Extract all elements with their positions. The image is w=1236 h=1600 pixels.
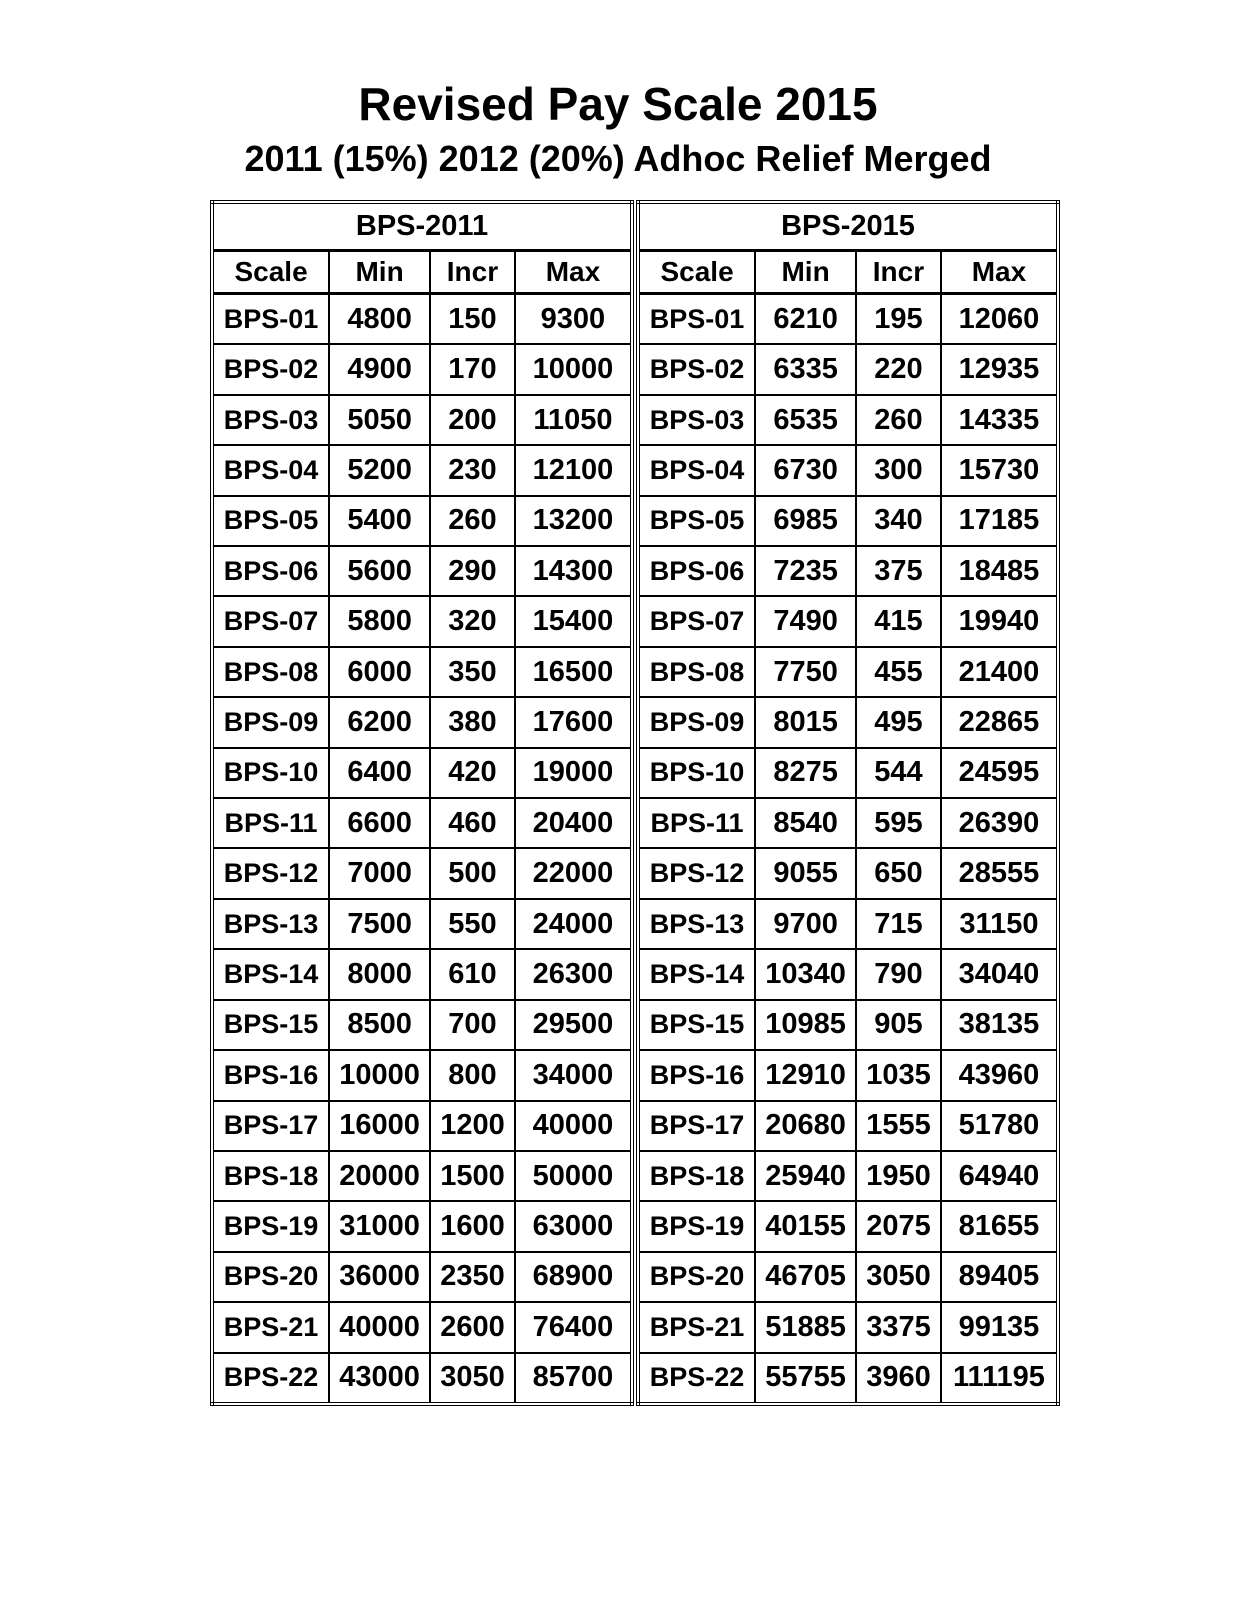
min-cell: 31000 [329,1201,430,1251]
table-row [212,496,632,546]
min-cell: 9055 [755,848,856,898]
max-cell: 26390 [941,798,1058,848]
incr-cell: 3375 [856,1302,941,1352]
max-cell: 10000 [515,344,632,394]
max-cell: 11050 [515,395,632,445]
scale-cell: BPS-07 [638,596,755,646]
min-cell: 6000 [329,647,430,697]
min-cell: 10985 [755,1000,856,1050]
min-cell: 10000 [329,1050,430,1100]
max-cell: 19940 [941,596,1058,646]
scale-cell: BPS-08 [212,647,329,697]
incr-cell: 380 [430,697,515,747]
table-row [638,1151,1058,1201]
scale-cell: BPS-02 [638,344,755,394]
table-row [638,1101,1058,1151]
min-cell: 25940 [755,1151,856,1201]
incr-cell: 3960 [856,1353,941,1404]
scale-cell: BPS-21 [638,1302,755,1352]
min-cell: 6985 [755,496,856,546]
min-cell: 12910 [755,1050,856,1100]
incr-cell: 715 [856,899,941,949]
min-cell: 9700 [755,899,856,949]
scale-cell: BPS-04 [638,445,755,495]
table-row [212,697,632,747]
max-cell: 14335 [941,395,1058,445]
incr-cell: 200 [430,395,515,445]
scale-cell: BPS-22 [638,1353,755,1404]
max-cell: 64940 [941,1151,1058,1201]
incr-cell: 610 [430,949,515,999]
scale-cell: BPS-13 [638,899,755,949]
table-row [212,647,632,697]
scale-cell: BPS-14 [212,949,329,999]
max-cell: 16500 [515,647,632,697]
max-cell: 28555 [941,848,1058,898]
max-cell: 76400 [515,1302,632,1352]
table-row [212,294,632,345]
incr-cell: 1950 [856,1151,941,1201]
table-row [212,546,632,596]
incr-cell: 2075 [856,1201,941,1251]
incr-cell: 375 [856,546,941,596]
max-cell: 68900 [515,1252,632,1302]
min-cell: 8275 [755,748,856,798]
max-cell: 26300 [515,949,632,999]
incr-cell: 260 [430,496,515,546]
max-cell: 63000 [515,1201,632,1251]
bps-2011-table [210,200,634,1406]
max-cell: 34040 [941,949,1058,999]
scale-cell: BPS-21 [212,1302,329,1352]
scale-cell: BPS-11 [638,798,755,848]
incr-cell: 790 [856,949,941,999]
document-title: Revised Pay Scale 2015 [358,78,878,130]
scale-cell: BPS-17 [212,1101,329,1151]
min-cell: 16000 [329,1101,430,1151]
min-cell: 43000 [329,1353,430,1404]
incr-cell: 260 [856,395,941,445]
max-cell: 111195 [941,1353,1058,1404]
scale-cell: BPS-20 [212,1252,329,1302]
incr-cell: 300 [856,445,941,495]
scale-cell: BPS-07 [212,596,329,646]
min-cell: 55755 [755,1353,856,1404]
table-row [638,949,1058,999]
table-row [638,294,1058,345]
scale-cell: BPS-09 [638,697,755,747]
max-cell: 19000 [515,748,632,798]
incr-cell: 150 [430,294,515,345]
column-header-scale: Scale [212,251,329,294]
max-cell: 17600 [515,697,632,747]
incr-cell: 170 [430,344,515,394]
max-cell: 15400 [515,596,632,646]
scale-cell: BPS-01 [638,294,755,345]
max-cell: 20400 [515,798,632,848]
min-cell: 8540 [755,798,856,848]
incr-cell: 195 [856,294,941,345]
min-cell: 7500 [329,899,430,949]
bps-2015-heading: BPS-2015 [638,202,1058,251]
incr-cell: 420 [430,748,515,798]
table-row [638,798,1058,848]
scale-cell: BPS-18 [638,1151,755,1201]
min-cell: 36000 [329,1252,430,1302]
max-cell: 21400 [941,647,1058,697]
min-cell: 6210 [755,294,856,345]
incr-cell: 230 [430,445,515,495]
min-cell: 8015 [755,697,856,747]
max-cell: 43960 [941,1050,1058,1100]
incr-cell: 3050 [856,1252,941,1302]
bps-2011-body [212,294,632,1405]
scale-cell: BPS-17 [638,1101,755,1151]
table-row [638,445,1058,495]
incr-cell: 500 [430,848,515,898]
table-row [638,1302,1058,1352]
incr-cell: 495 [856,697,941,747]
max-cell: 15730 [941,445,1058,495]
scale-cell: BPS-22 [212,1353,329,1404]
max-cell: 24000 [515,899,632,949]
scale-cell: BPS-12 [638,848,755,898]
max-cell: 13200 [515,496,632,546]
incr-cell: 1500 [430,1151,515,1201]
table-row [638,1201,1058,1251]
table-row [638,848,1058,898]
table-row [638,496,1058,546]
pay-scale-tables [210,200,1060,1406]
column-header-min: Min [329,251,430,294]
min-cell: 5200 [329,445,430,495]
max-cell: 14300 [515,546,632,596]
scale-cell: BPS-01 [212,294,329,345]
column-header-min: Min [755,251,856,294]
table-row [212,748,632,798]
max-cell: 12100 [515,445,632,495]
table-row [212,344,632,394]
min-cell: 7000 [329,848,430,898]
incr-cell: 1035 [856,1050,941,1100]
max-cell: 81655 [941,1201,1058,1251]
incr-cell: 340 [856,496,941,546]
incr-cell: 290 [430,546,515,596]
column-header-max: Max [941,251,1058,294]
incr-cell: 595 [856,798,941,848]
incr-cell: 1200 [430,1101,515,1151]
table-row [638,647,1058,697]
incr-cell: 550 [430,899,515,949]
table-row [212,1252,632,1302]
max-cell: 18485 [941,546,1058,596]
scale-cell: BPS-06 [638,546,755,596]
max-cell: 29500 [515,1000,632,1050]
min-cell: 10340 [755,949,856,999]
min-cell: 4900 [329,344,430,394]
table-row [638,546,1058,596]
incr-cell: 460 [430,798,515,848]
min-cell: 5800 [329,596,430,646]
max-cell: 99135 [941,1302,1058,1352]
bps-2015-body [638,294,1058,1405]
min-cell: 8000 [329,949,430,999]
scale-cell: BPS-10 [638,748,755,798]
scale-cell: BPS-11 [212,798,329,848]
min-cell: 6535 [755,395,856,445]
min-cell: 40000 [329,1302,430,1352]
table-row [212,1353,632,1404]
scale-cell: BPS-18 [212,1151,329,1201]
max-cell: 31150 [941,899,1058,949]
table-row [212,1050,632,1100]
table-row [638,1050,1058,1100]
scale-cell: BPS-04 [212,445,329,495]
bps-2011-heading: BPS-2011 [212,202,632,251]
incr-cell: 2600 [430,1302,515,1352]
scale-cell: BPS-03 [212,395,329,445]
min-cell: 7235 [755,546,856,596]
min-cell: 40155 [755,1201,856,1251]
scale-cell: BPS-14 [638,949,755,999]
incr-cell: 905 [856,1000,941,1050]
min-cell: 46705 [755,1252,856,1302]
max-cell: 22865 [941,697,1058,747]
max-cell: 38135 [941,1000,1058,1050]
max-cell: 89405 [941,1252,1058,1302]
min-cell: 6600 [329,798,430,848]
incr-cell: 455 [856,647,941,697]
bps-2015-table [636,200,1060,1406]
scale-cell: BPS-06 [212,546,329,596]
max-cell: 17185 [941,496,1058,546]
table-row [212,1201,632,1251]
max-cell: 85700 [515,1353,632,1404]
incr-cell: 3050 [430,1353,515,1404]
scale-cell: BPS-13 [212,899,329,949]
scale-cell: BPS-05 [638,496,755,546]
incr-cell: 320 [430,596,515,646]
table-row [638,395,1058,445]
table-row [212,798,632,848]
scale-cell: BPS-08 [638,647,755,697]
min-cell: 5400 [329,496,430,546]
incr-cell: 650 [856,848,941,898]
table-row [638,1252,1058,1302]
incr-cell: 350 [430,647,515,697]
scale-cell: BPS-19 [212,1201,329,1251]
column-header-incr: Incr [856,251,941,294]
table-row [212,445,632,495]
scale-cell: BPS-02 [212,344,329,394]
scale-cell: BPS-10 [212,748,329,798]
min-cell: 7490 [755,596,856,646]
incr-cell: 1555 [856,1101,941,1151]
table-row [638,899,1058,949]
incr-cell: 415 [856,596,941,646]
incr-cell: 544 [856,748,941,798]
table-row [638,748,1058,798]
incr-cell: 1600 [430,1201,515,1251]
max-cell: 22000 [515,848,632,898]
table-row [638,1000,1058,1050]
max-cell: 34000 [515,1050,632,1100]
min-cell: 5050 [329,395,430,445]
table-row [638,697,1058,747]
min-cell: 20680 [755,1101,856,1151]
min-cell: 20000 [329,1151,430,1201]
scale-cell: BPS-16 [212,1050,329,1100]
max-cell: 9300 [515,294,632,345]
incr-cell: 700 [430,1000,515,1050]
min-cell: 4800 [329,294,430,345]
min-cell: 6400 [329,748,430,798]
table-row [638,1353,1058,1404]
table-row [212,1302,632,1352]
table-row [212,1000,632,1050]
incr-cell: 220 [856,344,941,394]
column-header-incr: Incr [430,251,515,294]
table-row [212,596,632,646]
max-cell: 12935 [941,344,1058,394]
table-row [212,1101,632,1151]
min-cell: 5600 [329,546,430,596]
max-cell: 50000 [515,1151,632,1201]
table-row [212,899,632,949]
scale-cell: BPS-12 [212,848,329,898]
scale-cell: BPS-19 [638,1201,755,1251]
max-cell: 24595 [941,748,1058,798]
table-row [638,596,1058,646]
scale-cell: BPS-05 [212,496,329,546]
column-header-max: Max [515,251,632,294]
table-row [212,1151,632,1201]
min-cell: 6730 [755,445,856,495]
scale-cell: BPS-20 [638,1252,755,1302]
scale-cell: BPS-03 [638,395,755,445]
table-row [212,949,632,999]
max-cell: 51780 [941,1101,1058,1151]
max-cell: 40000 [515,1101,632,1151]
max-cell: 12060 [941,294,1058,345]
min-cell: 7750 [755,647,856,697]
table-row [212,848,632,898]
column-header-scale: Scale [638,251,755,294]
scale-cell: BPS-16 [638,1050,755,1100]
document-subtitle: 2011 (15%) 2012 (20%) Adhoc Relief Merged [244,138,992,179]
table-row [638,344,1058,394]
min-cell: 8500 [329,1000,430,1050]
table-row [212,395,632,445]
scale-cell: BPS-15 [638,1000,755,1050]
incr-cell: 2350 [430,1252,515,1302]
incr-cell: 800 [430,1050,515,1100]
min-cell: 6200 [329,697,430,747]
scale-cell: BPS-09 [212,697,329,747]
scale-cell: BPS-15 [212,1000,329,1050]
min-cell: 6335 [755,344,856,394]
min-cell: 51885 [755,1302,856,1352]
